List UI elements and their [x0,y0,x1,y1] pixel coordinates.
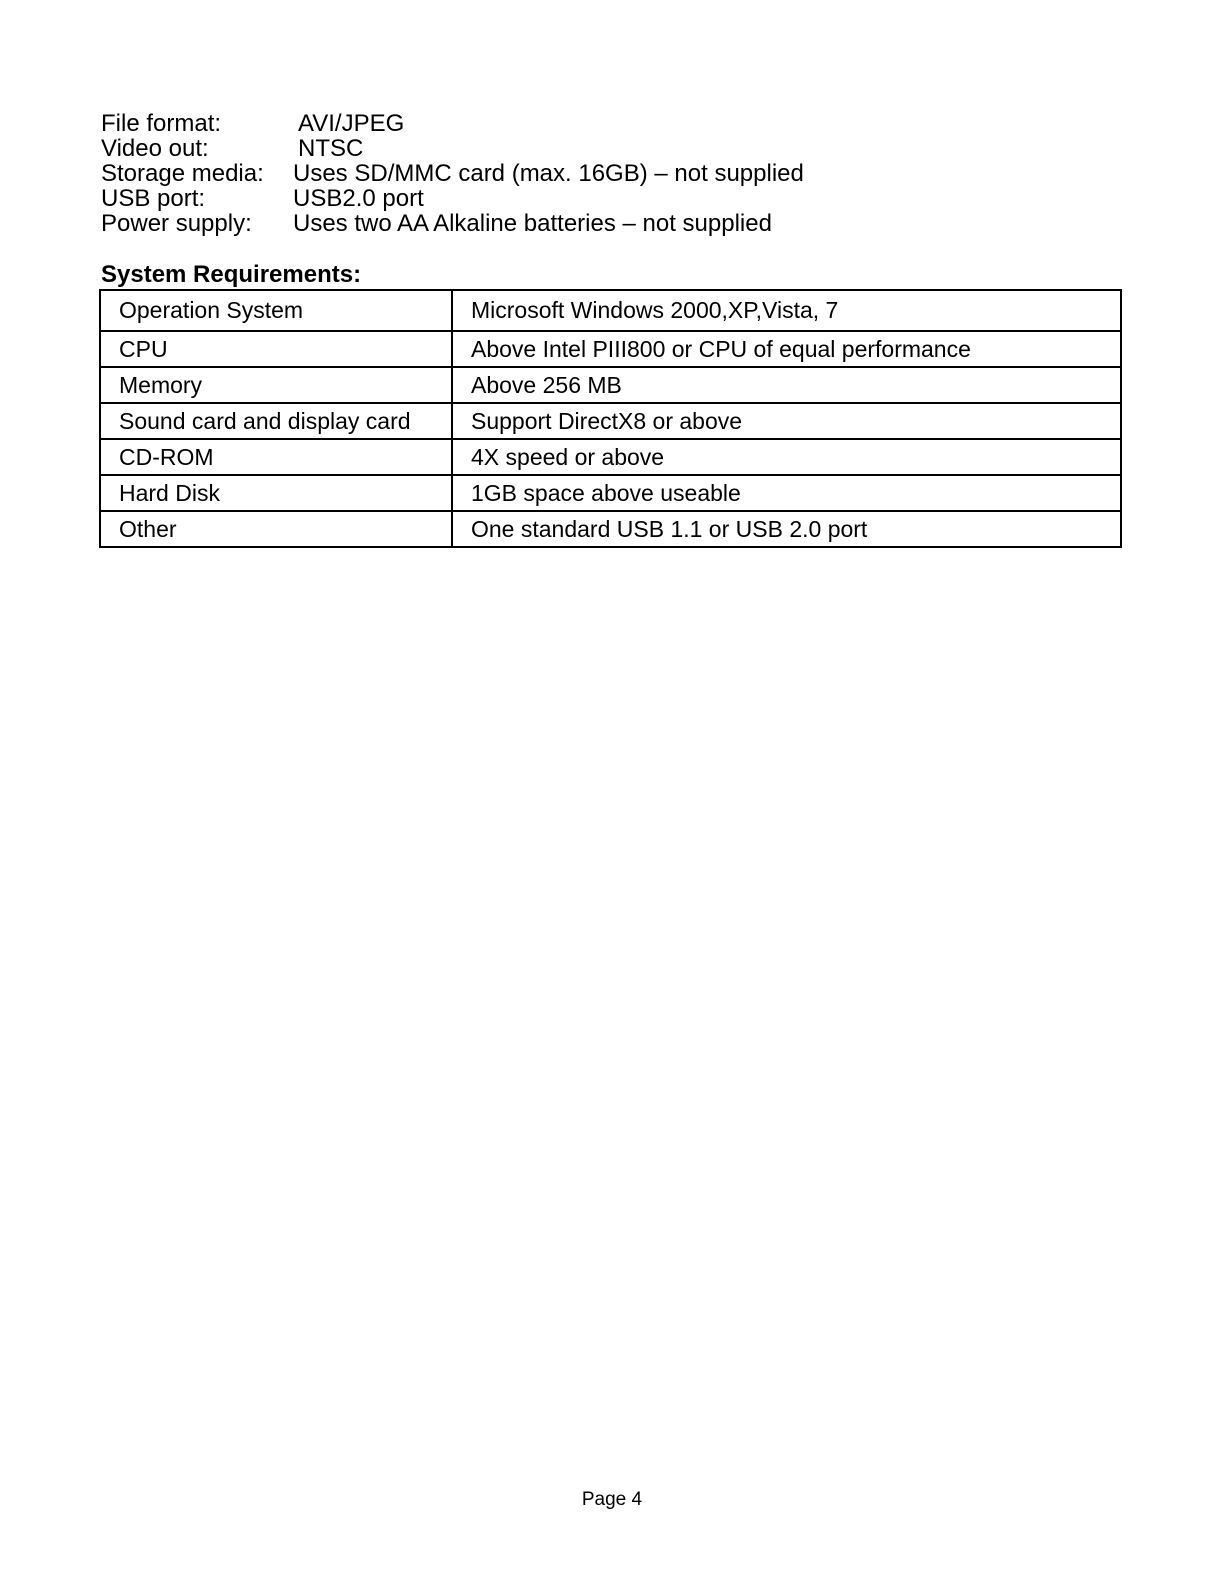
spec-label: Power supply: [101,210,252,237]
spec-value: NTSC [298,135,364,162]
table-row [100,475,1121,511]
system-requirements-table [99,289,1122,548]
table-row [100,331,1121,367]
requirement-value: Above Intel PIII800 or CPU of equal performance [452,331,1121,367]
requirement-item: Sound card and display card [100,403,452,439]
requirement-item: CPU [100,331,452,367]
spec-value: AVI/JPEG [298,110,405,137]
spec-value: Uses two AA Alkaline batteries – not supplied [293,210,772,237]
table-row [100,367,1121,403]
requirement-item: Memory [100,367,452,403]
table-row [100,439,1121,475]
spec-value: USB2.0 port [293,185,424,212]
spec-label: Video out: [101,135,209,162]
spec-label: Storage media: [101,160,264,187]
spec-label: USB port: [101,185,206,212]
requirement-value: 1GB space above useable [452,475,1121,511]
table-row [100,403,1121,439]
page-number: Page 4 [581,1489,643,1510]
requirement-item: Hard Disk [100,475,452,511]
system-requirements-heading: System Requirements: [101,261,362,288]
requirement-item: Other [100,511,452,547]
requirement-value: Above 256 MB [452,367,1121,403]
requirement-value: Support DirectX8 or above [452,403,1121,439]
requirement-value: One standard USB 1.1 or USB 2.0 port [452,511,1121,547]
table-row [100,290,1121,331]
spec-label: File format: [101,110,222,137]
requirement-item: CD-ROM [100,439,452,475]
table-row [100,511,1121,547]
spec-value: Uses SD/MMC card (max. 16GB) – not supplied [293,160,804,187]
requirement-value: Microsoft Windows 2000,XP,Vista, 7 [452,290,1121,331]
requirement-item: Operation System [100,290,452,331]
requirement-value: 4X speed or above [452,439,1121,475]
